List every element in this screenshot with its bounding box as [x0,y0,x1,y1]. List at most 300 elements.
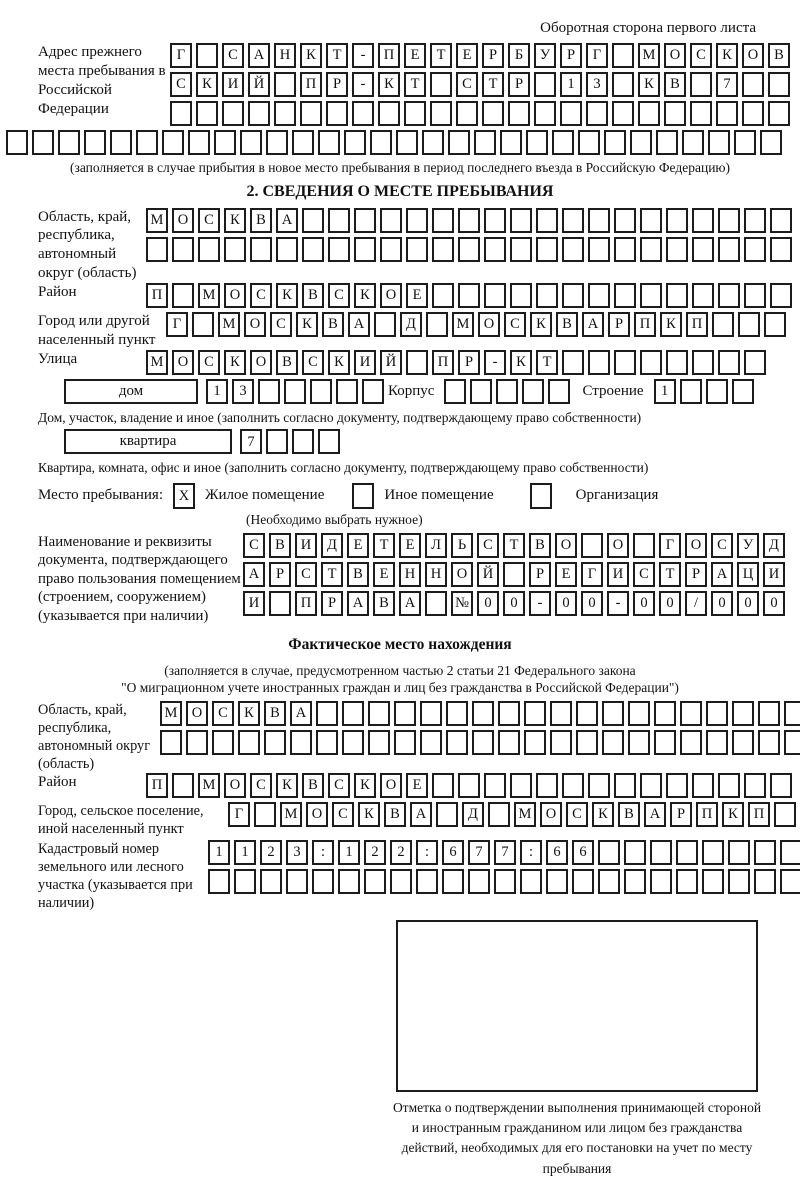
char-box[interactable] [633,533,655,558]
char-box[interactable] [562,283,584,308]
char-box[interactable]: С [332,802,354,827]
char-box[interactable] [784,701,800,726]
char-box[interactable] [768,72,790,97]
char-box[interactable]: О [451,562,473,587]
char-box[interactable]: Д [321,533,343,558]
char-box[interactable]: М [218,312,240,337]
char-box[interactable]: Л [425,533,447,558]
char-box[interactable] [430,101,452,126]
char-box[interactable]: К [328,350,350,375]
char-box[interactable] [732,379,754,404]
char-box[interactable] [612,72,634,97]
char-box[interactable] [754,869,776,894]
char-box[interactable] [524,730,546,755]
char-box[interactable] [744,350,766,375]
char-box[interactable]: О [186,701,208,726]
char-box[interactable]: Н [274,43,296,68]
char-box[interactable] [588,283,610,308]
char-box[interactable] [254,802,276,827]
char-box[interactable]: С [212,701,234,726]
char-box[interactable]: 6 [442,840,464,865]
char-box[interactable] [760,130,782,155]
char-box[interactable]: П [686,312,708,337]
char-box[interactable] [404,101,426,126]
char-box[interactable] [354,237,376,262]
char-box[interactable] [728,869,750,894]
char-box[interactable]: 0 [633,591,655,616]
apartment-type-box[interactable]: квартира [64,429,232,454]
char-box[interactable]: К [716,43,738,68]
char-box[interactable]: А [711,562,733,587]
char-box[interactable] [552,130,574,155]
char-box[interactable] [482,101,504,126]
char-box[interactable]: В [322,312,344,337]
char-box[interactable]: Е [555,562,577,587]
char-box[interactable]: И [354,350,376,375]
char-box[interactable] [432,283,454,308]
char-box[interactable] [196,43,218,68]
char-box[interactable] [560,101,582,126]
char-box[interactable]: О [224,773,246,798]
char-box[interactable]: Р [560,43,582,68]
char-box[interactable] [290,730,312,755]
char-box[interactable]: В [664,72,686,97]
char-box[interactable]: А [644,802,666,827]
char-box[interactable] [394,730,416,755]
char-box[interactable]: 3 [232,379,254,404]
char-box[interactable] [368,701,390,726]
char-box[interactable]: Е [406,283,428,308]
char-box[interactable] [390,869,412,894]
char-box[interactable] [666,350,688,375]
char-box[interactable] [444,379,466,404]
char-box[interactable] [432,773,454,798]
char-box[interactable]: Д [400,312,422,337]
char-box[interactable]: Й [248,72,270,97]
char-box[interactable]: С [328,773,350,798]
char-box[interactable]: : [312,840,334,865]
char-box[interactable] [581,533,603,558]
char-box[interactable]: П [748,802,770,827]
char-box[interactable] [702,869,724,894]
char-box[interactable]: С [566,802,588,827]
char-box[interactable]: Р [670,802,692,827]
char-box[interactable] [32,130,54,155]
char-box[interactable] [586,101,608,126]
char-box[interactable]: К [238,701,260,726]
char-box[interactable] [406,350,428,375]
char-box[interactable] [422,130,444,155]
char-box[interactable]: К [196,72,218,97]
char-box[interactable]: Т [430,43,452,68]
char-box[interactable]: Г [228,802,250,827]
char-box[interactable] [666,773,688,798]
char-box[interactable] [758,701,780,726]
char-box[interactable] [664,101,686,126]
char-box[interactable] [248,101,270,126]
char-box[interactable] [734,130,756,155]
char-box[interactable] [614,773,636,798]
char-box[interactable] [562,350,584,375]
char-box[interactable] [728,840,750,865]
char-box[interactable] [706,701,728,726]
char-box[interactable]: К [592,802,614,827]
char-box[interactable] [768,101,790,126]
char-box[interactable] [692,350,714,375]
char-box[interactable] [425,591,447,616]
char-box[interactable] [588,208,610,233]
char-box[interactable] [196,101,218,126]
char-box[interactable]: Т [373,533,395,558]
char-box[interactable] [300,101,322,126]
char-box[interactable]: В [373,591,395,616]
char-box[interactable] [172,237,194,262]
char-box[interactable] [484,237,506,262]
char-box[interactable] [208,869,230,894]
char-box[interactable] [362,379,384,404]
char-box[interactable]: С [456,72,478,97]
char-box[interactable] [692,773,714,798]
char-box[interactable]: Г [170,43,192,68]
char-box[interactable] [578,130,600,155]
char-box[interactable]: В [276,350,298,375]
char-box[interactable] [666,208,688,233]
char-box[interactable] [276,237,298,262]
house-type-box[interactable]: дом [64,379,198,404]
char-box[interactable] [172,283,194,308]
char-box[interactable]: Т [536,350,558,375]
char-box[interactable] [269,591,291,616]
char-box[interactable]: К [354,773,376,798]
char-box[interactable]: А [248,43,270,68]
char-box[interactable]: Р [458,350,480,375]
char-box[interactable]: С [243,533,265,558]
char-box[interactable]: 1 [206,379,228,404]
char-box[interactable]: Т [321,562,343,587]
char-box[interactable]: А [399,591,421,616]
char-box[interactable] [472,701,494,726]
char-box[interactable]: № [451,591,473,616]
char-box[interactable] [266,429,288,454]
char-box[interactable] [238,730,260,755]
char-box[interactable] [484,773,506,798]
char-box[interactable] [770,283,792,308]
char-box[interactable]: 2 [260,840,282,865]
char-box[interactable] [744,237,766,262]
char-box[interactable] [396,130,418,155]
char-box[interactable]: О [380,283,402,308]
char-box[interactable]: С [328,283,350,308]
char-box[interactable] [588,773,610,798]
char-box[interactable] [264,730,286,755]
char-box[interactable] [406,237,428,262]
char-box[interactable] [484,208,506,233]
char-box[interactable] [498,730,520,755]
char-box[interactable]: М [160,701,182,726]
char-box[interactable]: У [737,533,759,558]
char-box[interactable]: М [198,283,220,308]
char-box[interactable]: О [664,43,686,68]
char-box[interactable] [224,237,246,262]
char-box[interactable]: С [222,43,244,68]
char-box[interactable] [484,283,506,308]
char-box[interactable] [468,869,490,894]
char-box[interactable]: О [306,802,328,827]
char-box[interactable] [546,869,568,894]
char-box[interactable] [318,429,340,454]
char-box[interactable] [222,101,244,126]
char-box[interactable]: Е [406,773,428,798]
char-box[interactable]: М [280,802,302,827]
char-box[interactable]: 1 [338,840,360,865]
char-box[interactable]: О [685,533,707,558]
char-box[interactable] [328,237,350,262]
char-box[interactable]: 0 [477,591,499,616]
char-box[interactable] [666,283,688,308]
char-box[interactable] [602,730,624,755]
char-box[interactable] [292,130,314,155]
char-box[interactable] [628,730,650,755]
char-box[interactable] [706,730,728,755]
char-box[interactable] [458,208,480,233]
char-box[interactable] [764,312,786,337]
char-box[interactable] [598,869,620,894]
char-box[interactable] [500,130,522,155]
char-box[interactable]: П [146,283,168,308]
char-box[interactable]: 7 [716,72,738,97]
char-box[interactable]: Д [763,533,785,558]
char-box[interactable] [234,869,256,894]
char-box[interactable]: 1 [208,840,230,865]
char-box[interactable] [188,130,210,155]
char-box[interactable]: 3 [286,840,308,865]
char-box[interactable]: А [243,562,265,587]
char-box[interactable] [666,237,688,262]
char-box[interactable]: И [607,562,629,587]
char-box[interactable]: О [224,283,246,308]
char-box[interactable]: С [690,43,712,68]
char-box[interactable]: К [276,773,298,798]
char-box[interactable]: Р [685,562,707,587]
char-box[interactable] [614,283,636,308]
char-box[interactable] [510,208,532,233]
char-box[interactable] [286,869,308,894]
char-box[interactable]: С [250,283,272,308]
char-box[interactable] [510,237,532,262]
char-box[interactable] [534,101,556,126]
char-box[interactable]: - [352,72,374,97]
char-box[interactable]: С [477,533,499,558]
char-box[interactable]: К [224,208,246,233]
char-box[interactable] [780,840,800,865]
char-box[interactable]: - [529,591,551,616]
char-box[interactable] [316,701,338,726]
char-box[interactable]: Е [347,533,369,558]
char-box[interactable]: С [170,72,192,97]
char-box[interactable] [198,237,220,262]
checkbox-other-premises[interactable] [352,483,374,509]
char-box[interactable] [368,730,390,755]
char-box[interactable] [706,379,728,404]
char-box[interactable] [266,130,288,155]
char-box[interactable]: К [296,312,318,337]
char-box[interactable] [680,379,702,404]
char-box[interactable] [676,840,698,865]
char-box[interactable] [702,840,724,865]
char-box[interactable] [284,379,306,404]
char-box[interactable]: 6 [546,840,568,865]
char-box[interactable] [656,130,678,155]
char-box[interactable] [614,350,636,375]
char-box[interactable] [690,101,712,126]
char-box[interactable] [614,208,636,233]
char-box[interactable]: 7 [494,840,516,865]
char-box[interactable] [718,773,740,798]
char-box[interactable]: К [224,350,246,375]
char-box[interactable] [614,237,636,262]
char-box[interactable] [318,130,340,155]
char-box[interactable] [624,840,646,865]
char-box[interactable]: 0 [581,591,603,616]
char-box[interactable] [426,312,448,337]
char-box[interactable] [498,701,520,726]
char-box[interactable] [496,379,518,404]
char-box[interactable] [250,237,272,262]
char-box[interactable]: М [198,773,220,798]
char-box[interactable] [718,350,740,375]
char-box[interactable] [503,562,525,587]
char-box[interactable] [692,237,714,262]
char-box[interactable] [718,237,740,262]
char-box[interactable] [654,701,676,726]
char-box[interactable] [712,312,734,337]
char-box[interactable]: Е [399,533,421,558]
char-box[interactable] [680,730,702,755]
char-box[interactable] [370,130,392,155]
char-box[interactable] [302,237,324,262]
char-box[interactable] [432,237,454,262]
char-box[interactable] [628,701,650,726]
char-box[interactable]: К [354,283,376,308]
char-box[interactable]: Г [166,312,188,337]
char-box[interactable]: 6 [572,840,594,865]
char-box[interactable] [536,283,558,308]
char-box[interactable]: О [607,533,629,558]
char-box[interactable]: Р [269,562,291,587]
char-box[interactable] [576,730,598,755]
char-box[interactable] [456,101,478,126]
char-box[interactable] [744,283,766,308]
char-box[interactable]: С [302,350,324,375]
char-box[interactable] [170,101,192,126]
char-box[interactable]: В [264,701,286,726]
char-box[interactable] [770,237,792,262]
char-box[interactable] [744,208,766,233]
char-box[interactable] [550,730,572,755]
char-box[interactable]: М [146,350,168,375]
char-box[interactable] [430,72,452,97]
char-box[interactable]: О [380,773,402,798]
char-box[interactable] [770,208,792,233]
char-box[interactable]: К [660,312,682,337]
char-box[interactable]: - [484,350,506,375]
char-box[interactable]: В [529,533,551,558]
char-box[interactable] [604,130,626,155]
char-box[interactable]: 1 [654,379,676,404]
char-box[interactable]: Г [586,43,608,68]
char-box[interactable] [416,869,438,894]
char-box[interactable]: В [302,773,324,798]
char-box[interactable]: 7 [240,429,262,454]
char-box[interactable]: К [722,802,744,827]
char-box[interactable] [562,237,584,262]
char-box[interactable]: С [711,533,733,558]
char-box[interactable] [172,773,194,798]
char-box[interactable] [510,283,532,308]
char-box[interactable] [472,730,494,755]
char-box[interactable] [732,701,754,726]
char-box[interactable] [110,130,132,155]
char-box[interactable] [260,869,282,894]
char-box[interactable]: Р [508,72,530,97]
char-box[interactable] [630,130,652,155]
char-box[interactable]: С [198,350,220,375]
char-box[interactable]: 2 [390,840,412,865]
char-box[interactable] [654,730,676,755]
char-box[interactable] [342,730,364,755]
char-box[interactable]: Т [503,533,525,558]
char-box[interactable]: М [146,208,168,233]
char-box[interactable] [536,237,558,262]
char-box[interactable] [342,701,364,726]
char-box[interactable]: 0 [659,591,681,616]
char-box[interactable] [522,379,544,404]
char-box[interactable] [640,283,662,308]
char-box[interactable]: П [295,591,317,616]
char-box[interactable] [446,730,468,755]
char-box[interactable] [744,773,766,798]
char-box[interactable]: А [347,591,369,616]
char-box[interactable]: - [352,43,374,68]
char-box[interactable] [192,312,214,337]
char-box[interactable]: Ц [737,562,759,587]
char-box[interactable]: Р [326,72,348,97]
char-box[interactable]: П [634,312,656,337]
char-box[interactable] [640,208,662,233]
char-box[interactable]: В [347,562,369,587]
char-box[interactable]: С [504,312,526,337]
char-box[interactable]: С [633,562,655,587]
checkbox-organization[interactable] [530,483,552,509]
char-box[interactable] [458,773,480,798]
char-box[interactable]: И [243,591,265,616]
char-box[interactable]: О [540,802,562,827]
char-box[interactable] [186,730,208,755]
char-box[interactable]: 1 [560,72,582,97]
char-box[interactable] [548,379,570,404]
char-box[interactable]: П [378,43,400,68]
char-box[interactable] [758,730,780,755]
char-box[interactable]: К [530,312,552,337]
char-box[interactable] [328,208,350,233]
char-box[interactable] [676,869,698,894]
char-box[interactable]: М [638,43,660,68]
char-box[interactable] [378,101,400,126]
char-box[interactable] [312,869,334,894]
char-box[interactable] [524,701,546,726]
char-box[interactable] [136,130,158,155]
char-box[interactable] [258,379,280,404]
